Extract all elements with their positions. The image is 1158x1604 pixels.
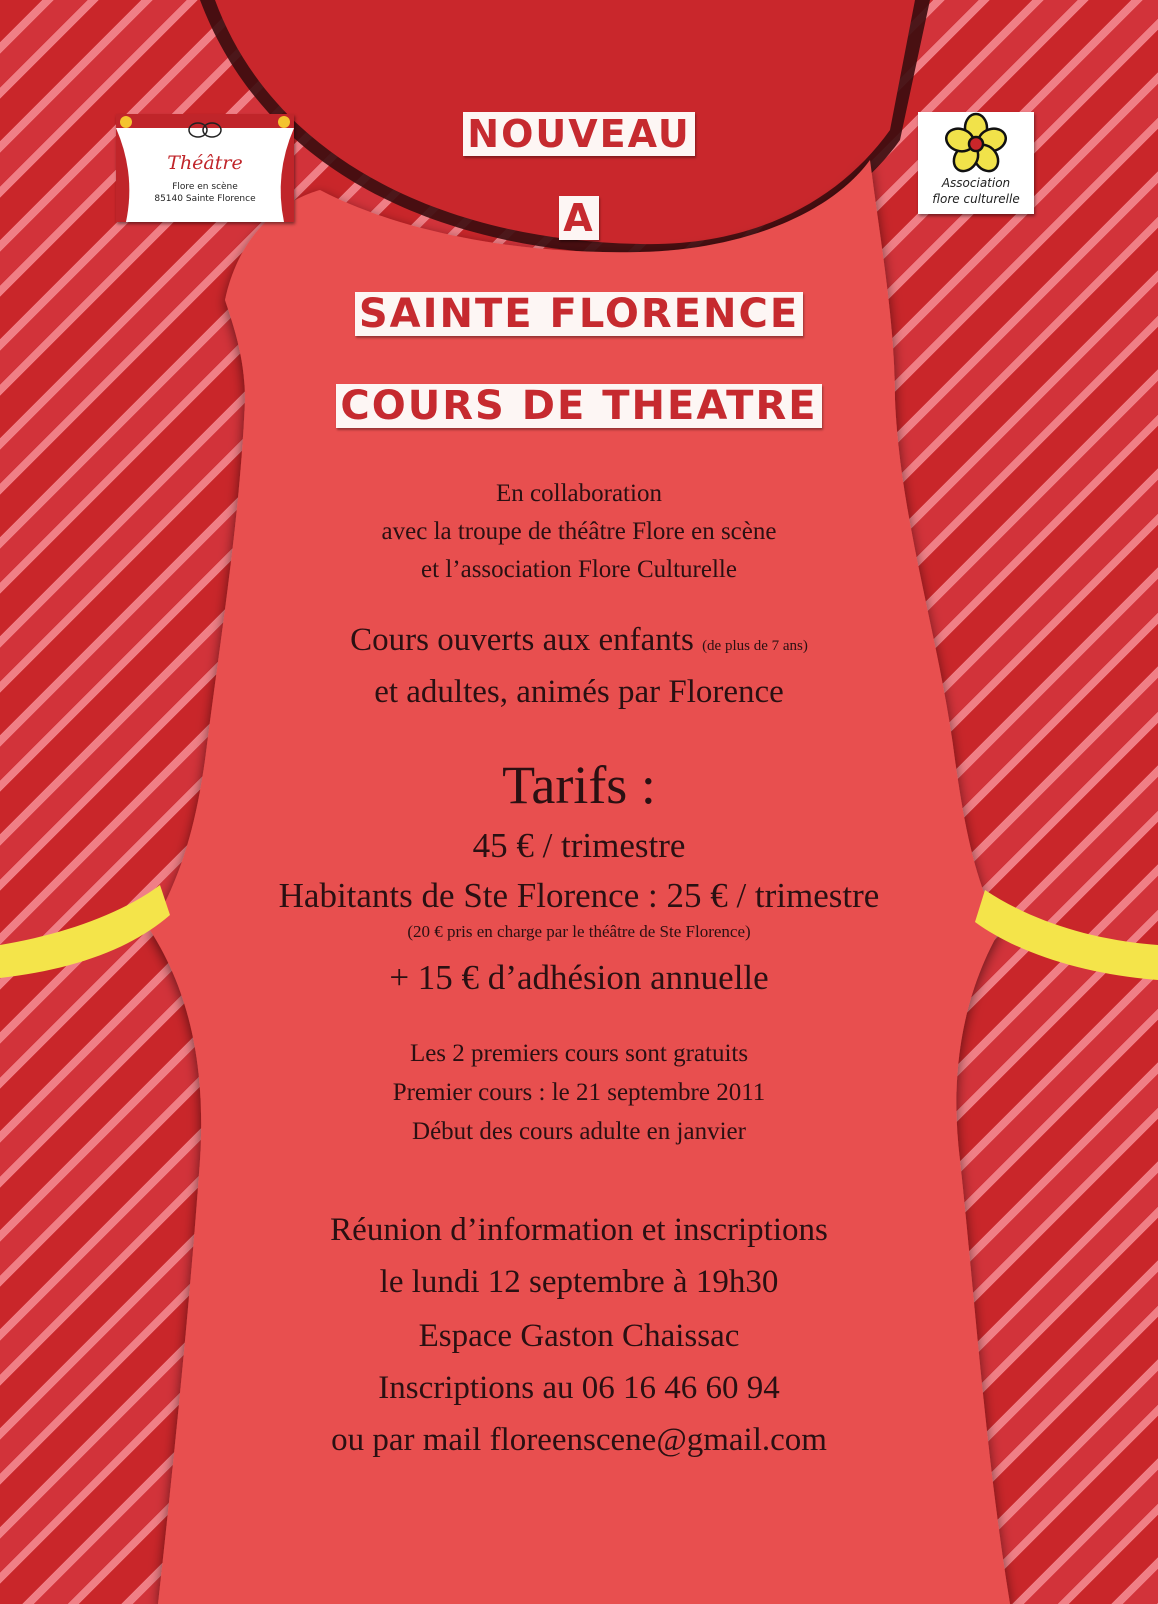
collab-line-3: et l’association Flore Culturelle (421, 556, 737, 583)
meeting-venue: Espace Gaston Chaissac (418, 1318, 740, 1354)
theatre-logo-line2: 85140 Sainte Florence (154, 194, 256, 204)
title-a-text: A (559, 196, 598, 240)
courses-age-note: (de plus de 7 ans) (702, 638, 808, 654)
courses-line-1-text: Cours ouverts aux enfants (350, 622, 694, 658)
title-cours-theatre (0, 384, 1158, 428)
tarif-note: (20 € pris en charge par le théâtre de Ste Florence) (407, 922, 751, 941)
title-sainte-florence (0, 292, 1158, 336)
meeting-line-1: Réunion d’information et inscriptions (330, 1212, 828, 1248)
collab-line-1: En collaboration (496, 480, 662, 507)
theatre-logo-line1: Flore en scène (172, 182, 238, 192)
info-line-1: Les 2 premiers cours sont gratuits (409, 1040, 749, 1067)
meeting-email: ou par mail floreenscene@gmail.com (331, 1422, 827, 1458)
title-a (0, 196, 1158, 240)
info-line-2: Premier cours : le 21 septembre 2011 (392, 1079, 766, 1106)
title-cours-theatre-text: COURS DE THEATRE (336, 384, 821, 428)
info-line-3: Début des cours adulte en janvier (412, 1118, 746, 1145)
meeting-phone: Inscriptions au 06 16 46 60 94 (378, 1370, 780, 1406)
tarif-membership: + 15 € d’adhésion annuelle (389, 958, 769, 997)
courses-line-1 (0, 622, 1158, 659)
courses-line-2: et adultes, animés par Florence (374, 674, 784, 710)
meeting-line-2: le lundi 12 septembre à 19h30 (379, 1264, 779, 1300)
title-nouveau-text: NOUVEAU (463, 112, 694, 156)
association-logo-line1: Association (941, 176, 1011, 190)
tarif-standard: 45 € / trimestre (472, 826, 686, 865)
tarif-residents: Habitants de Ste Florence : 25 € / trimestre (278, 876, 880, 915)
title-nouveau (0, 112, 1158, 156)
title-sainte-florence-text: SAINTE FLORENCE (355, 292, 803, 336)
association-logo-line2: flore culturelle (932, 192, 1020, 206)
collab-line-2: avec la troupe de théâtre Flore en scène (381, 518, 777, 545)
tarifs-title: Tarifs : (502, 755, 656, 815)
theatre-logo-title: Théâtre (167, 152, 243, 174)
